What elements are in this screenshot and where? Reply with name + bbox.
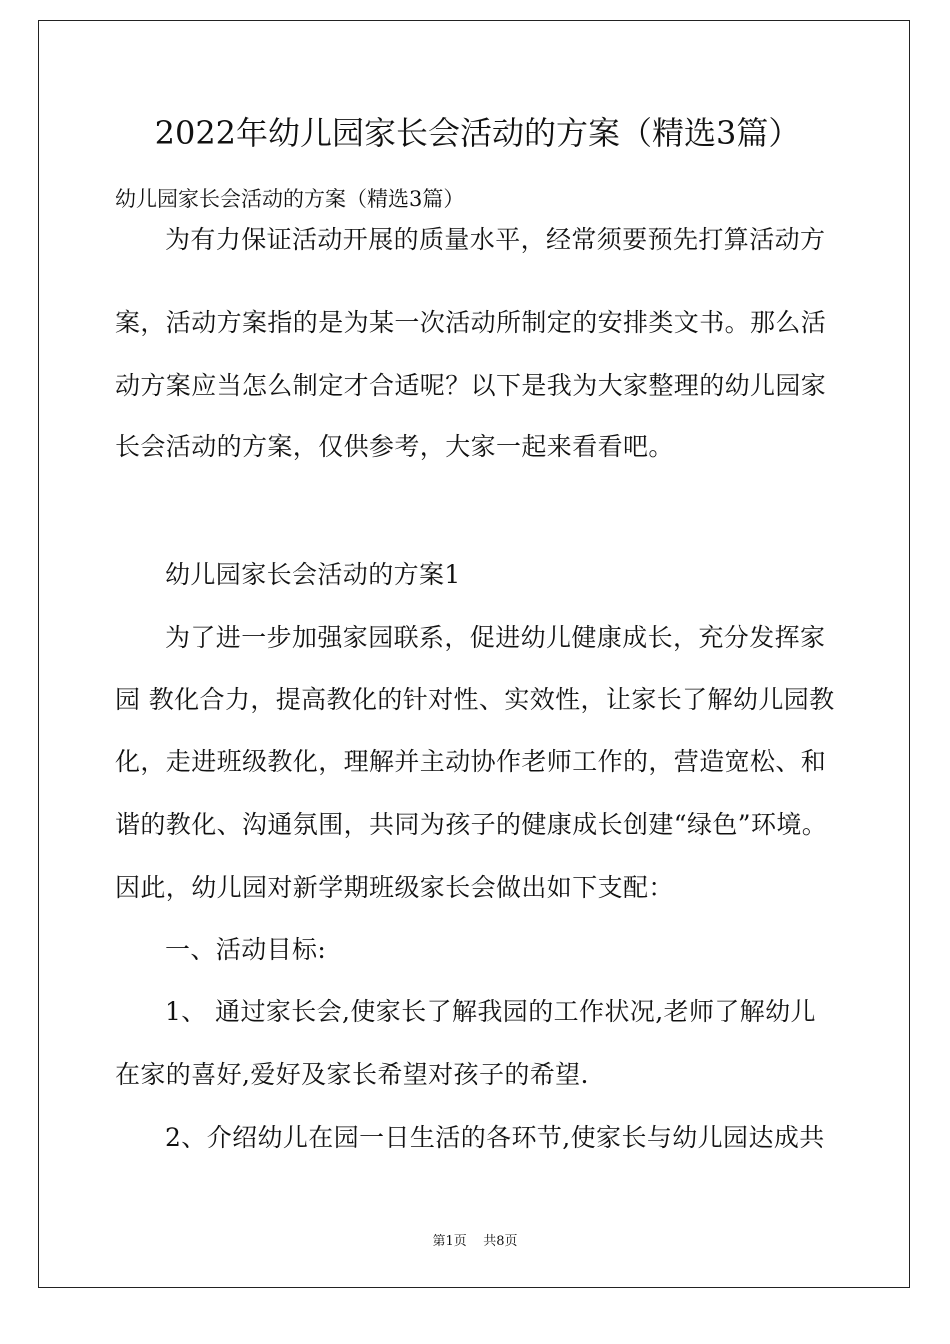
section-heading: 幼儿园家长会活动的方案1 xyxy=(165,560,461,589)
goals-heading: 一、活动目标: xyxy=(165,935,327,964)
paragraph-line: 因此，幼儿园对新学期班级家长会做出如下支配： xyxy=(115,873,674,902)
paragraph-line: 1、 通过家长会,使家长了解我园的工作状况,老师了解幼儿 xyxy=(165,997,816,1026)
document-subtitle: 幼儿园家长会活动的方案（精选3篇） xyxy=(115,187,465,211)
paragraph-line: 为有力保证活动开展的质量水平，经常须要预先打算活动方 xyxy=(165,225,826,254)
document-title: 2022年幼儿园家长会活动的方案（精选3篇） xyxy=(154,114,801,153)
paragraph-line: 化，走进班级教化，理解并主动协作老师工作的，营造宽松、和 xyxy=(115,747,827,776)
paragraph-line: 园 教化合力，提高教化的针对性、实效性，让家长了解幼儿园教 xyxy=(115,685,835,714)
paragraph-line: 案，活动方案指的是为某一次活动所制定的安排类文书。那么活 xyxy=(115,308,827,337)
paragraph-line: 长会活动的方案，仅供参考，大家一起来看看吧。 xyxy=(115,432,674,461)
paragraph-line: 动方案应当怎么制定才合适呢？以下是我为大家整理的幼儿园家 xyxy=(115,371,827,400)
paragraph-line: 谐的教化、沟通氛围，共同为孩子的健康成长创建“绿色”环境。 xyxy=(115,810,828,839)
paragraph-line: 2、介绍幼儿在园一日生活的各环节,使家长与幼儿园达成共 xyxy=(165,1123,825,1152)
paragraph-line: 为了进一步加强家园联系，促进幼儿健康成长，充分发挥家 xyxy=(165,623,826,652)
page-footer: 第1页 共8页 xyxy=(432,1234,518,1249)
paragraph-line: 在家的喜好,爱好及家长希望对孩子的希望. xyxy=(115,1060,589,1089)
